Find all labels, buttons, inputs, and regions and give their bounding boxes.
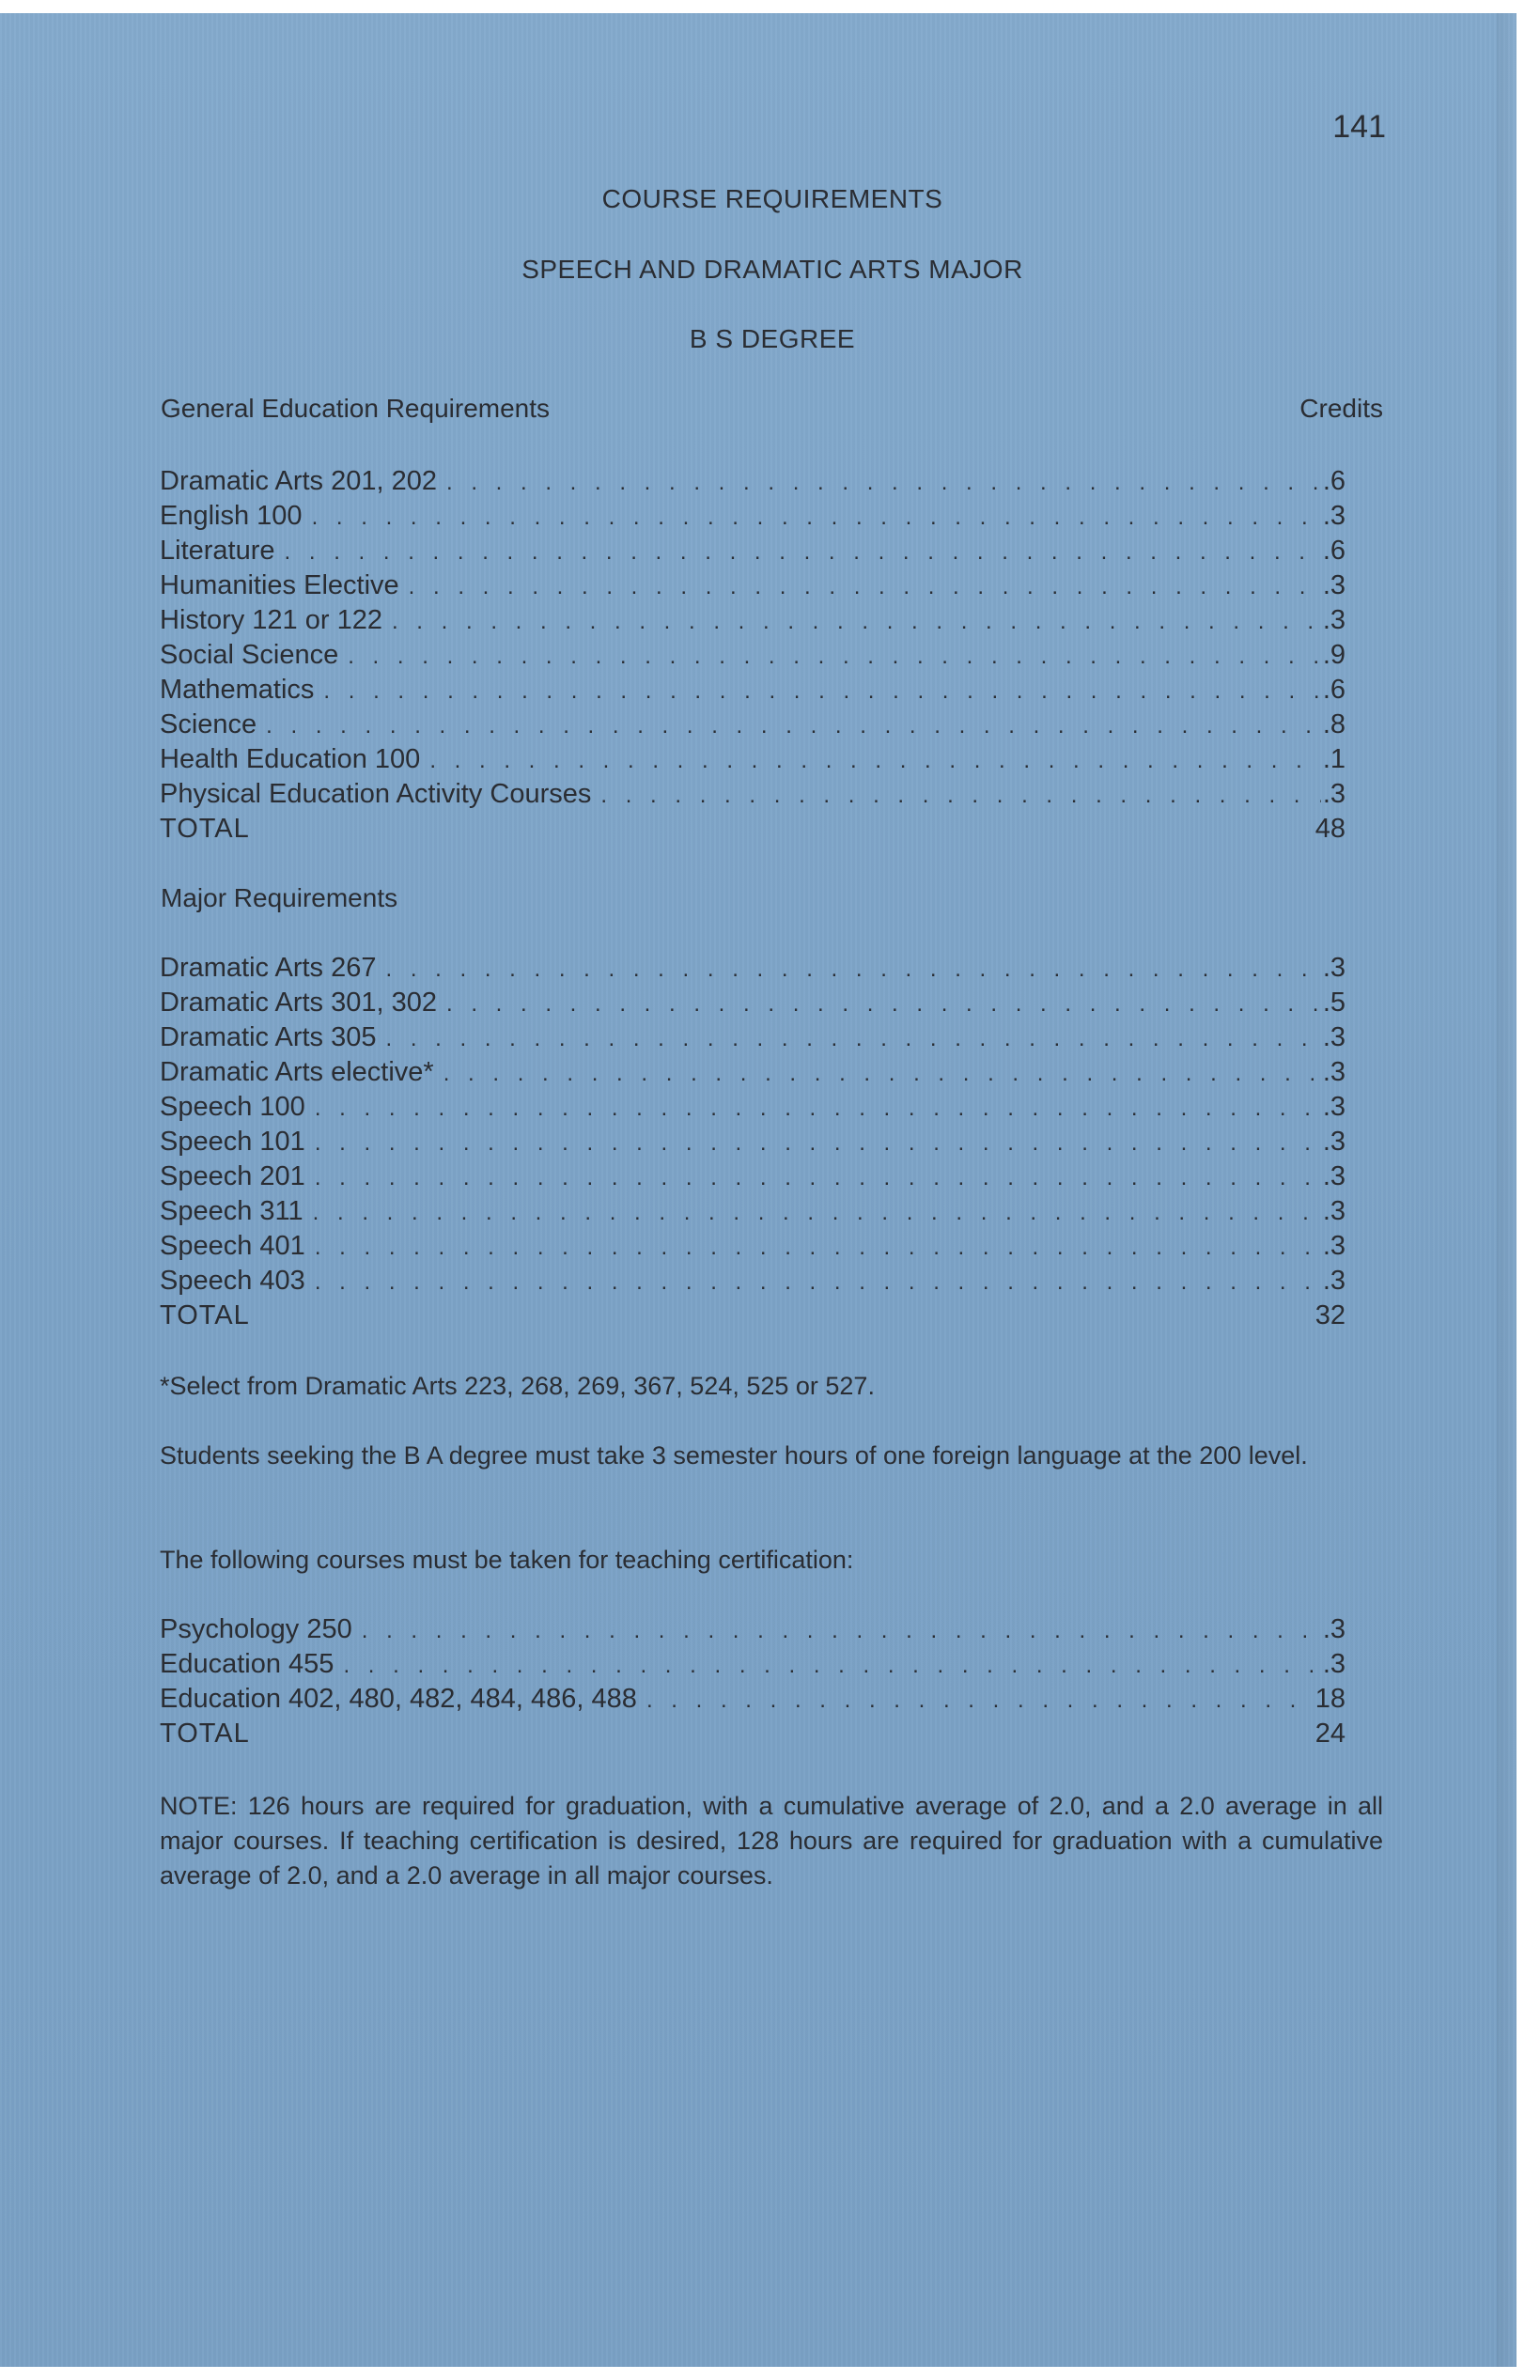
- course-credits: .9: [1322, 640, 1346, 670]
- course-credits: .3: [1322, 1057, 1346, 1087]
- course-row: [160, 638, 1346, 673]
- course-credits: .3: [1322, 1092, 1346, 1122]
- course-name: Literature: [160, 536, 275, 566]
- total-value: 48: [1314, 814, 1346, 844]
- dot-leader: [446, 465, 1321, 500]
- course-credits: .5: [1322, 988, 1346, 1018]
- course-name: Dramatic Arts 301, 302: [160, 988, 437, 1018]
- certification-list: [160, 1612, 1346, 1751]
- course-name: Dramatic Arts elective*: [160, 1057, 434, 1087]
- page-number: 141: [1332, 109, 1386, 145]
- course-row: [160, 673, 1346, 708]
- dot-leader: [385, 952, 1320, 987]
- course-row: [160, 708, 1346, 742]
- course-credits: .3: [1322, 1161, 1346, 1191]
- course-name: Speech 311: [160, 1196, 303, 1226]
- course-row: [160, 1264, 1346, 1299]
- course-credits: .3: [1322, 605, 1346, 635]
- course-row: [160, 568, 1346, 603]
- course-name: Physical Education Activity Courses: [160, 779, 592, 809]
- dot-leader: [443, 1056, 1321, 1091]
- course-row: [160, 499, 1346, 534]
- course-row: [160, 1159, 1346, 1194]
- course-credits: 18: [1314, 1684, 1346, 1714]
- dot-leader: [385, 1021, 1320, 1056]
- major-heading: SPEECH AND DRAMATIC ARTS MAJOR: [521, 255, 1023, 284]
- course-credits: .3: [1322, 1196, 1346, 1226]
- course-row: [160, 603, 1346, 638]
- course-name: Speech 401: [160, 1231, 305, 1261]
- course-credits: .6: [1322, 675, 1346, 705]
- dot-leader: [348, 639, 1321, 674]
- course-row: [160, 986, 1346, 1020]
- course-row: [160, 1682, 1346, 1717]
- course-credits: .3: [1322, 1127, 1346, 1157]
- course-credits: .3: [1322, 779, 1346, 809]
- dot-leader: [315, 1160, 1321, 1195]
- course-row: [160, 777, 1346, 812]
- course-credits: .3: [1322, 1649, 1346, 1679]
- ba-degree-note: Students seeking the B A degree must take 3 semester hours of one foreign language at the 200 level.: [160, 1441, 1308, 1470]
- course-row: [160, 1194, 1346, 1229]
- total-row: [160, 1717, 1346, 1751]
- course-credits: .1: [1322, 744, 1346, 774]
- dot-leader: [600, 778, 1320, 813]
- elective-footnote: *Select from Dramatic Arts 223, 268, 269, 367, 524, 525 or 527.: [160, 1372, 875, 1400]
- course-name: Mathematics: [160, 675, 315, 705]
- course-row: [160, 534, 1346, 568]
- course-credits: .3: [1322, 570, 1346, 600]
- dot-leader: [315, 1091, 1321, 1126]
- dot-leader: [409, 569, 1321, 604]
- degree-heading: B S DEGREE: [689, 324, 856, 353]
- course-name: Speech 201: [160, 1161, 305, 1191]
- course-row: [160, 1647, 1346, 1682]
- course-name: Humanities Elective: [160, 570, 399, 600]
- course-name: Dramatic Arts 201, 202: [160, 466, 437, 496]
- course-row: [160, 1612, 1346, 1647]
- dot-leader: [429, 743, 1321, 778]
- dot-leader: [313, 1195, 1321, 1230]
- dot-leader: [323, 674, 1320, 708]
- dot-leader: [285, 535, 1321, 569]
- course-credits: .3: [1322, 501, 1346, 531]
- course-credits: .6: [1322, 466, 1346, 496]
- course-name: Education 455: [160, 1649, 334, 1679]
- course-credits: .3: [1322, 1022, 1346, 1052]
- total-label: TOTAL: [160, 1300, 250, 1330]
- course-row: [160, 1229, 1346, 1264]
- course-name: Speech 101: [160, 1127, 305, 1157]
- course-row: [160, 1090, 1346, 1125]
- course-credits: .3: [1322, 1266, 1346, 1296]
- total-value: 32: [1314, 1300, 1346, 1330]
- general-education-label: General Education Requirements: [161, 394, 551, 423]
- course-name: Education 402, 480, 482, 484, 486, 488: [160, 1684, 637, 1714]
- course-name: Speech 403: [160, 1266, 305, 1296]
- total-label: TOTAL: [160, 814, 250, 844]
- dot-leader: [392, 604, 1321, 639]
- certification-intro: The following courses must be taken for teaching certification:: [160, 1546, 854, 1574]
- major-requirements-label: Major Requirements: [161, 883, 398, 912]
- course-name: Dramatic Arts 267: [160, 953, 377, 983]
- total-value: 24: [1314, 1719, 1346, 1749]
- course-credits: .3: [1322, 953, 1346, 983]
- course-row: [160, 951, 1346, 986]
- total-label: TOTAL: [160, 1719, 250, 1749]
- dot-leader: [315, 1230, 1321, 1265]
- dot-leader: [446, 987, 1321, 1021]
- course-name: Psychology 250: [160, 1614, 352, 1644]
- course-name: Dramatic Arts 305: [160, 1022, 377, 1052]
- course-name: English 100: [160, 501, 303, 531]
- course-row: [160, 742, 1346, 777]
- major-requirements-list: [160, 951, 1346, 1333]
- total-row: [160, 1299, 1346, 1333]
- course-name: Social Science: [160, 640, 339, 670]
- course-credits: .3: [1322, 1614, 1346, 1644]
- course-row: [160, 464, 1346, 499]
- course-name: Science: [160, 709, 257, 739]
- course-name: Health Education 100: [160, 744, 421, 774]
- dot-leader: [646, 1683, 1314, 1718]
- graduation-note: NOTE: 126 hours are required for graduation, with a cumulative average of 2.0, and a 2.0 average in all major courses. If teaching certification is desired, 128 hours are required for graduation with a cumulative average of 2.0, and a 2.0 average in all major courses.: [160, 1792, 1383, 1890]
- course-credits: .8: [1322, 709, 1346, 739]
- course-name: Speech 100: [160, 1092, 305, 1122]
- dot-leader: [315, 1126, 1321, 1160]
- general-education-list: [160, 464, 1346, 847]
- course-row: [160, 1125, 1346, 1159]
- course-row: [160, 1020, 1346, 1055]
- course-credits: .6: [1322, 536, 1346, 566]
- dot-leader: [362, 1613, 1321, 1648]
- course-name: History 121 or 122: [160, 605, 382, 635]
- course-credits: .3: [1322, 1231, 1346, 1261]
- page-edge-shadow: [1497, 13, 1517, 2367]
- credits-header: Credits: [1299, 394, 1383, 423]
- total-row: [160, 812, 1346, 847]
- page-title: COURSE REQUIREMENTS: [601, 184, 943, 213]
- dot-leader: [315, 1265, 1321, 1299]
- dot-leader: [266, 708, 1321, 743]
- dot-leader: [312, 500, 1321, 535]
- course-row: [160, 1055, 1346, 1090]
- dot-leader: [343, 1648, 1320, 1683]
